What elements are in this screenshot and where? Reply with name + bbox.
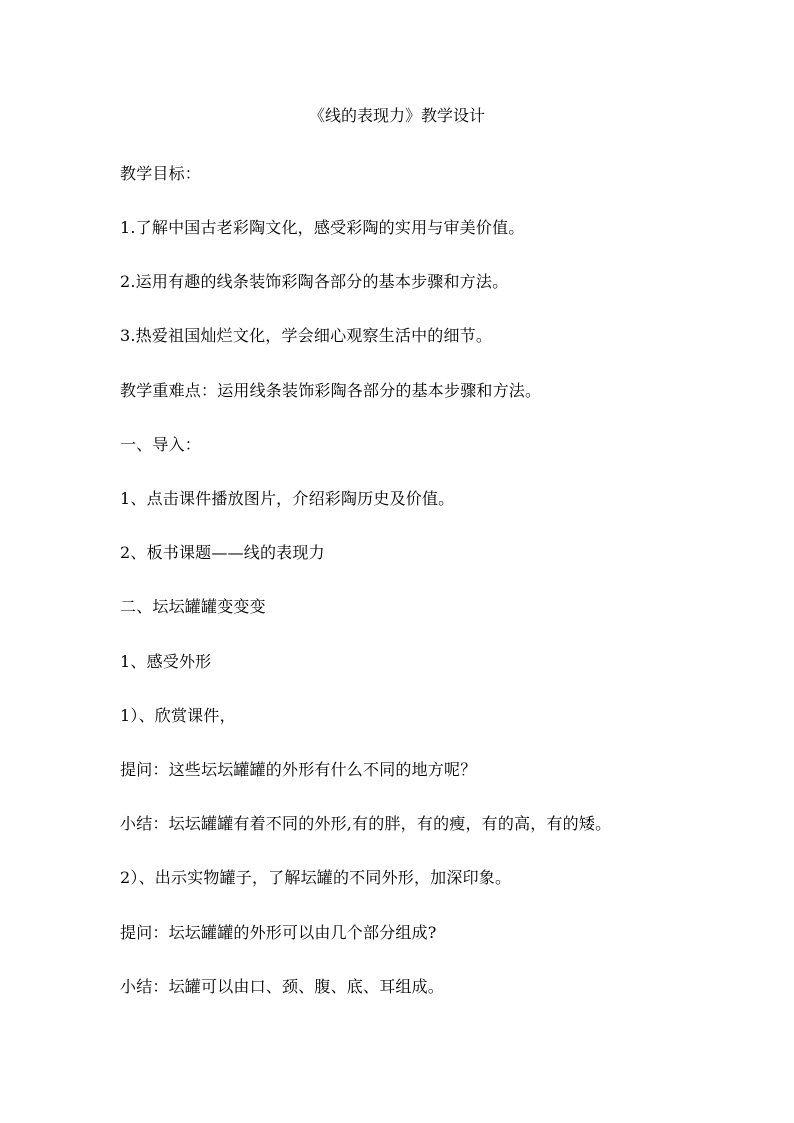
section-heading-introduction: 一、导入： <box>120 435 202 454</box>
section-heading-jars: 二、坛坛罐罐变变变 <box>120 597 266 616</box>
section-heading-objectives: 教学目标： <box>120 164 202 183</box>
introduction-step-2: 2、板书课题——线的表现力 <box>120 543 325 562</box>
objective-item-2: 2.运用有趣的线条装饰彩陶各部分的基本步骤和方法。 <box>120 272 509 291</box>
objective-item-3: 3.热爱祖国灿烂文化，学会细心观察生活中的细节。 <box>120 326 493 345</box>
activity-step-1: 1）、欣赏课件， <box>120 706 236 725</box>
document-title: 《线的表现力》教学设计 <box>308 106 485 125</box>
question-paragraph-2: 提问：坛坛罐罐的外形可以由几个部分组成? <box>120 923 437 942</box>
objective-item-1: 1.了解中国古老彩陶文化，感受彩陶的实用与审美价值。 <box>120 218 525 237</box>
introduction-step-1: 1、点击课件播放图片，介绍彩陶历史及价值。 <box>120 489 455 508</box>
activity-step-2: 2）、出示实物罐子，了解坛罐的不同外形，加深印象。 <box>120 868 512 887</box>
subsection-heading-shape: 1、感受外形 <box>120 652 212 671</box>
summary-paragraph-2: 小结：坛罐可以由口、颈、腹、底、耳组成。 <box>120 977 445 996</box>
question-paragraph-1: 提问：这些坛坛罐罐的外形有什么不同的地方呢？ <box>120 760 477 779</box>
key-difficulty-paragraph: 教学重难点：运用线条装饰彩陶各部分的基本步骤和方法。 <box>120 381 542 400</box>
summary-paragraph-1: 小结：坛坛罐罐有着不同的外形,有的胖，有的瘦，有的高，有的矮。 <box>120 814 612 833</box>
